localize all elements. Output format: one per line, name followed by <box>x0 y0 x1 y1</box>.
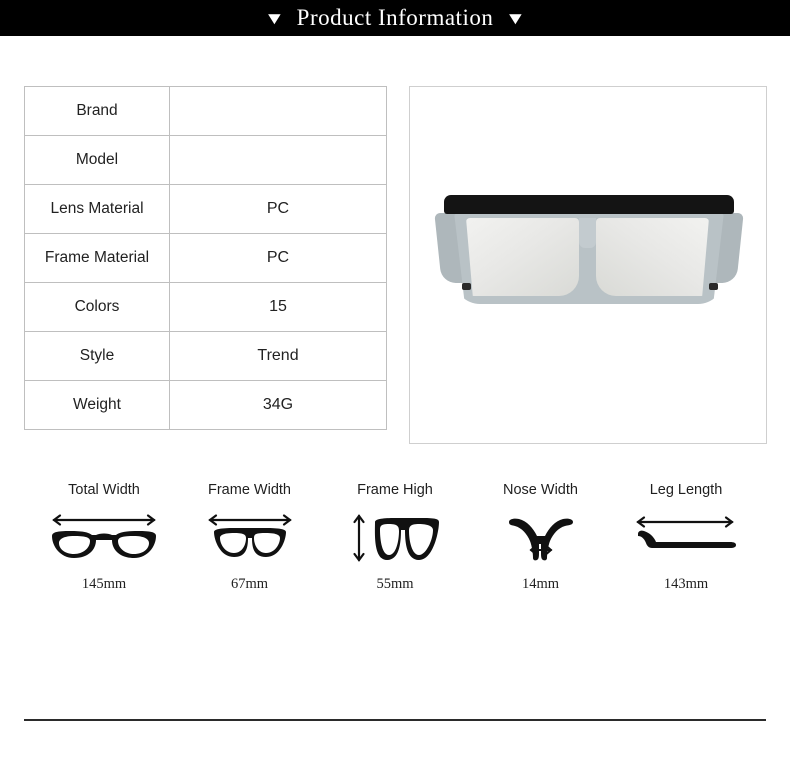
hinge-left <box>462 283 471 290</box>
upper-section <box>0 36 790 444</box>
measurement-frame-width <box>180 482 320 593</box>
spec-value-brand <box>170 87 387 136</box>
spec-value-lens-material: PC <box>170 185 387 234</box>
measurement-total-width <box>34 482 174 593</box>
table-row <box>25 381 387 430</box>
product-image-panel <box>409 86 767 444</box>
page-header <box>0 0 790 36</box>
spec-label-model: Model <box>25 136 170 185</box>
nose-bridge <box>579 218 596 248</box>
measurement-value: 143mm <box>663 576 709 592</box>
measurement-leg-length <box>616 482 756 593</box>
measurement-title: Nose Width <box>503 482 578 498</box>
measurement-value: 145mm <box>81 576 127 592</box>
measurement-frame-high <box>325 482 465 593</box>
lens-left <box>466 218 579 296</box>
glasses-full-front-icon <box>34 508 174 570</box>
spec-label-weight: Weight <box>25 381 170 430</box>
spec-value-weight: 34G <box>170 381 387 430</box>
table-row <box>25 332 387 381</box>
glasses-frame-width-icon <box>180 508 320 570</box>
specification-table <box>24 86 387 430</box>
spec-label-style: Style <box>25 332 170 381</box>
measurements-row <box>0 444 790 593</box>
lens-right <box>596 218 709 296</box>
page-title: Product Information <box>296 5 494 30</box>
table-row <box>25 136 387 185</box>
glasses-frame-height-icon <box>325 508 465 570</box>
table-row <box>25 234 387 283</box>
table-row <box>25 283 387 332</box>
measurement-nose-width <box>471 482 611 593</box>
measurement-title: Total Width <box>68 482 140 498</box>
measurement-title: Frame Width <box>208 482 291 498</box>
glasses-nose-width-icon <box>471 508 611 570</box>
measurement-value: 14mm <box>521 576 560 592</box>
spec-label-frame-material: Frame Material <box>25 234 170 283</box>
frame-top-bar <box>444 195 734 214</box>
triangle-down-left-icon: ▼ <box>263 8 285 28</box>
spec-label-colors: Colors <box>25 283 170 332</box>
measurement-title: Frame High <box>357 482 433 498</box>
table-row <box>25 185 387 234</box>
bottom-divider <box>24 719 766 721</box>
measurement-value: 67mm <box>230 576 269 592</box>
hinge-right <box>709 283 718 290</box>
spec-label-lens-material: Lens Material <box>25 185 170 234</box>
triangle-down-right-icon: ▼ <box>505 8 527 28</box>
spec-value-model <box>170 136 387 185</box>
spec-label-brand: Brand <box>25 87 170 136</box>
measurement-title: Leg Length <box>649 482 723 498</box>
glasses-leg-length-icon <box>616 508 756 570</box>
table-row <box>25 87 387 136</box>
measurement-value: 55mm <box>376 576 414 592</box>
spec-value-style: Trend <box>170 332 387 381</box>
spec-value-colors: 15 <box>170 283 387 332</box>
sunglasses-product-image <box>436 195 742 325</box>
spec-value-frame-material: PC <box>170 234 387 283</box>
